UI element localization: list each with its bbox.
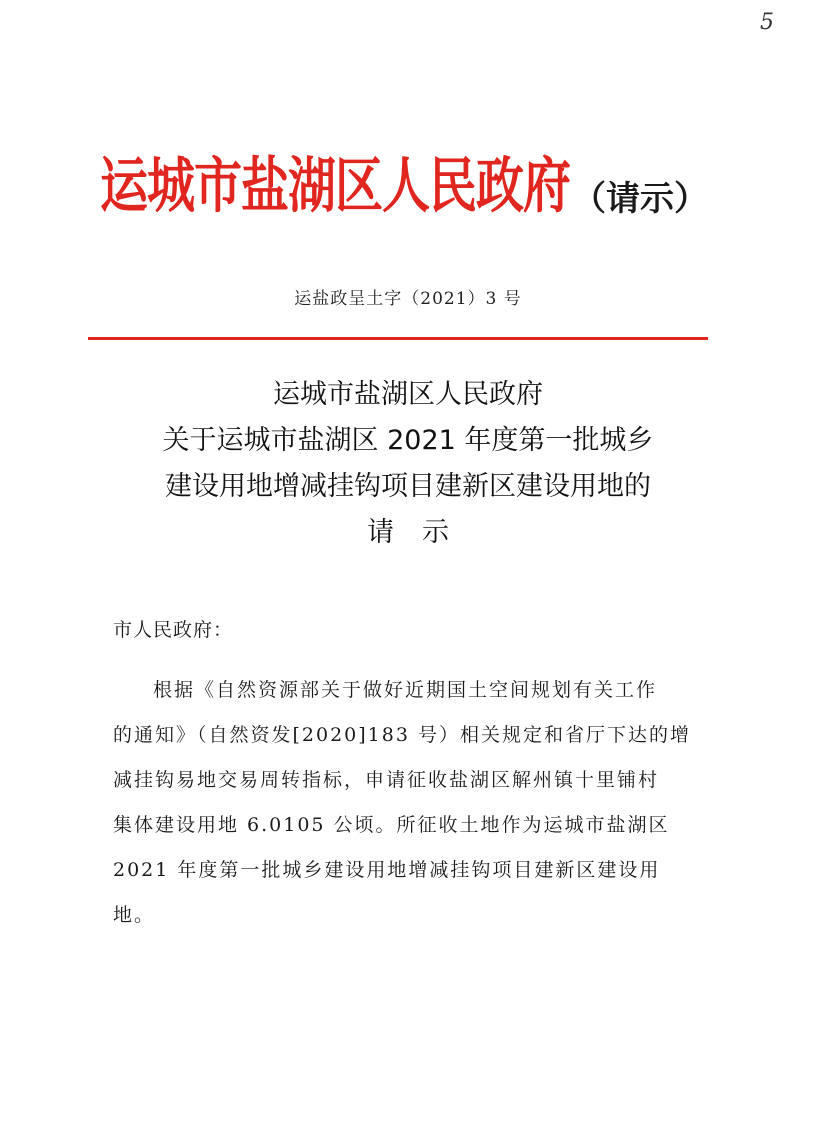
document-number: 运盐政呈土字（2021）3 号 bbox=[294, 289, 522, 309]
handwritten-page-number: 5 bbox=[760, 10, 774, 35]
salutation: 市人民政府： bbox=[113, 619, 234, 641]
red-divider-rule bbox=[88, 337, 708, 340]
body-paragraph bbox=[113, 668, 691, 938]
body-line: 地。 bbox=[113, 904, 156, 926]
masthead-organization: 运城市盐湖区人民政府 bbox=[100, 151, 571, 222]
body-line: 减挂钩易地交易周转指标，申请征收盐湖区解州镇十里铺村 bbox=[113, 769, 660, 791]
title-line: 请示 bbox=[367, 517, 477, 548]
body-line: 2021 年度第一批城乡建设用地增减挂钩项目建新区建设用 bbox=[113, 859, 661, 881]
title-line: 关于运城市盐湖区 2021 年度第一批城乡 bbox=[162, 425, 654, 456]
title-line: 建设用地增减挂钩项目建新区建设用地的 bbox=[165, 471, 651, 502]
masthead bbox=[100, 151, 709, 224]
title-line: 运城市盐湖区人民政府 bbox=[273, 379, 543, 410]
masthead-doc-type: （请示） bbox=[572, 179, 709, 219]
body-line: 根据《自然资源部关于做好近期国土空间规划有关工作 bbox=[153, 679, 658, 701]
document-title bbox=[0, 372, 816, 556]
body-line: 的通知》（自然资发[2020]183 号）相关规定和省厅下达的增 bbox=[113, 724, 691, 746]
body-line: 集体建设用地 6.0105 公顷。所征收土地作为运城市盐湖区 bbox=[113, 814, 670, 836]
